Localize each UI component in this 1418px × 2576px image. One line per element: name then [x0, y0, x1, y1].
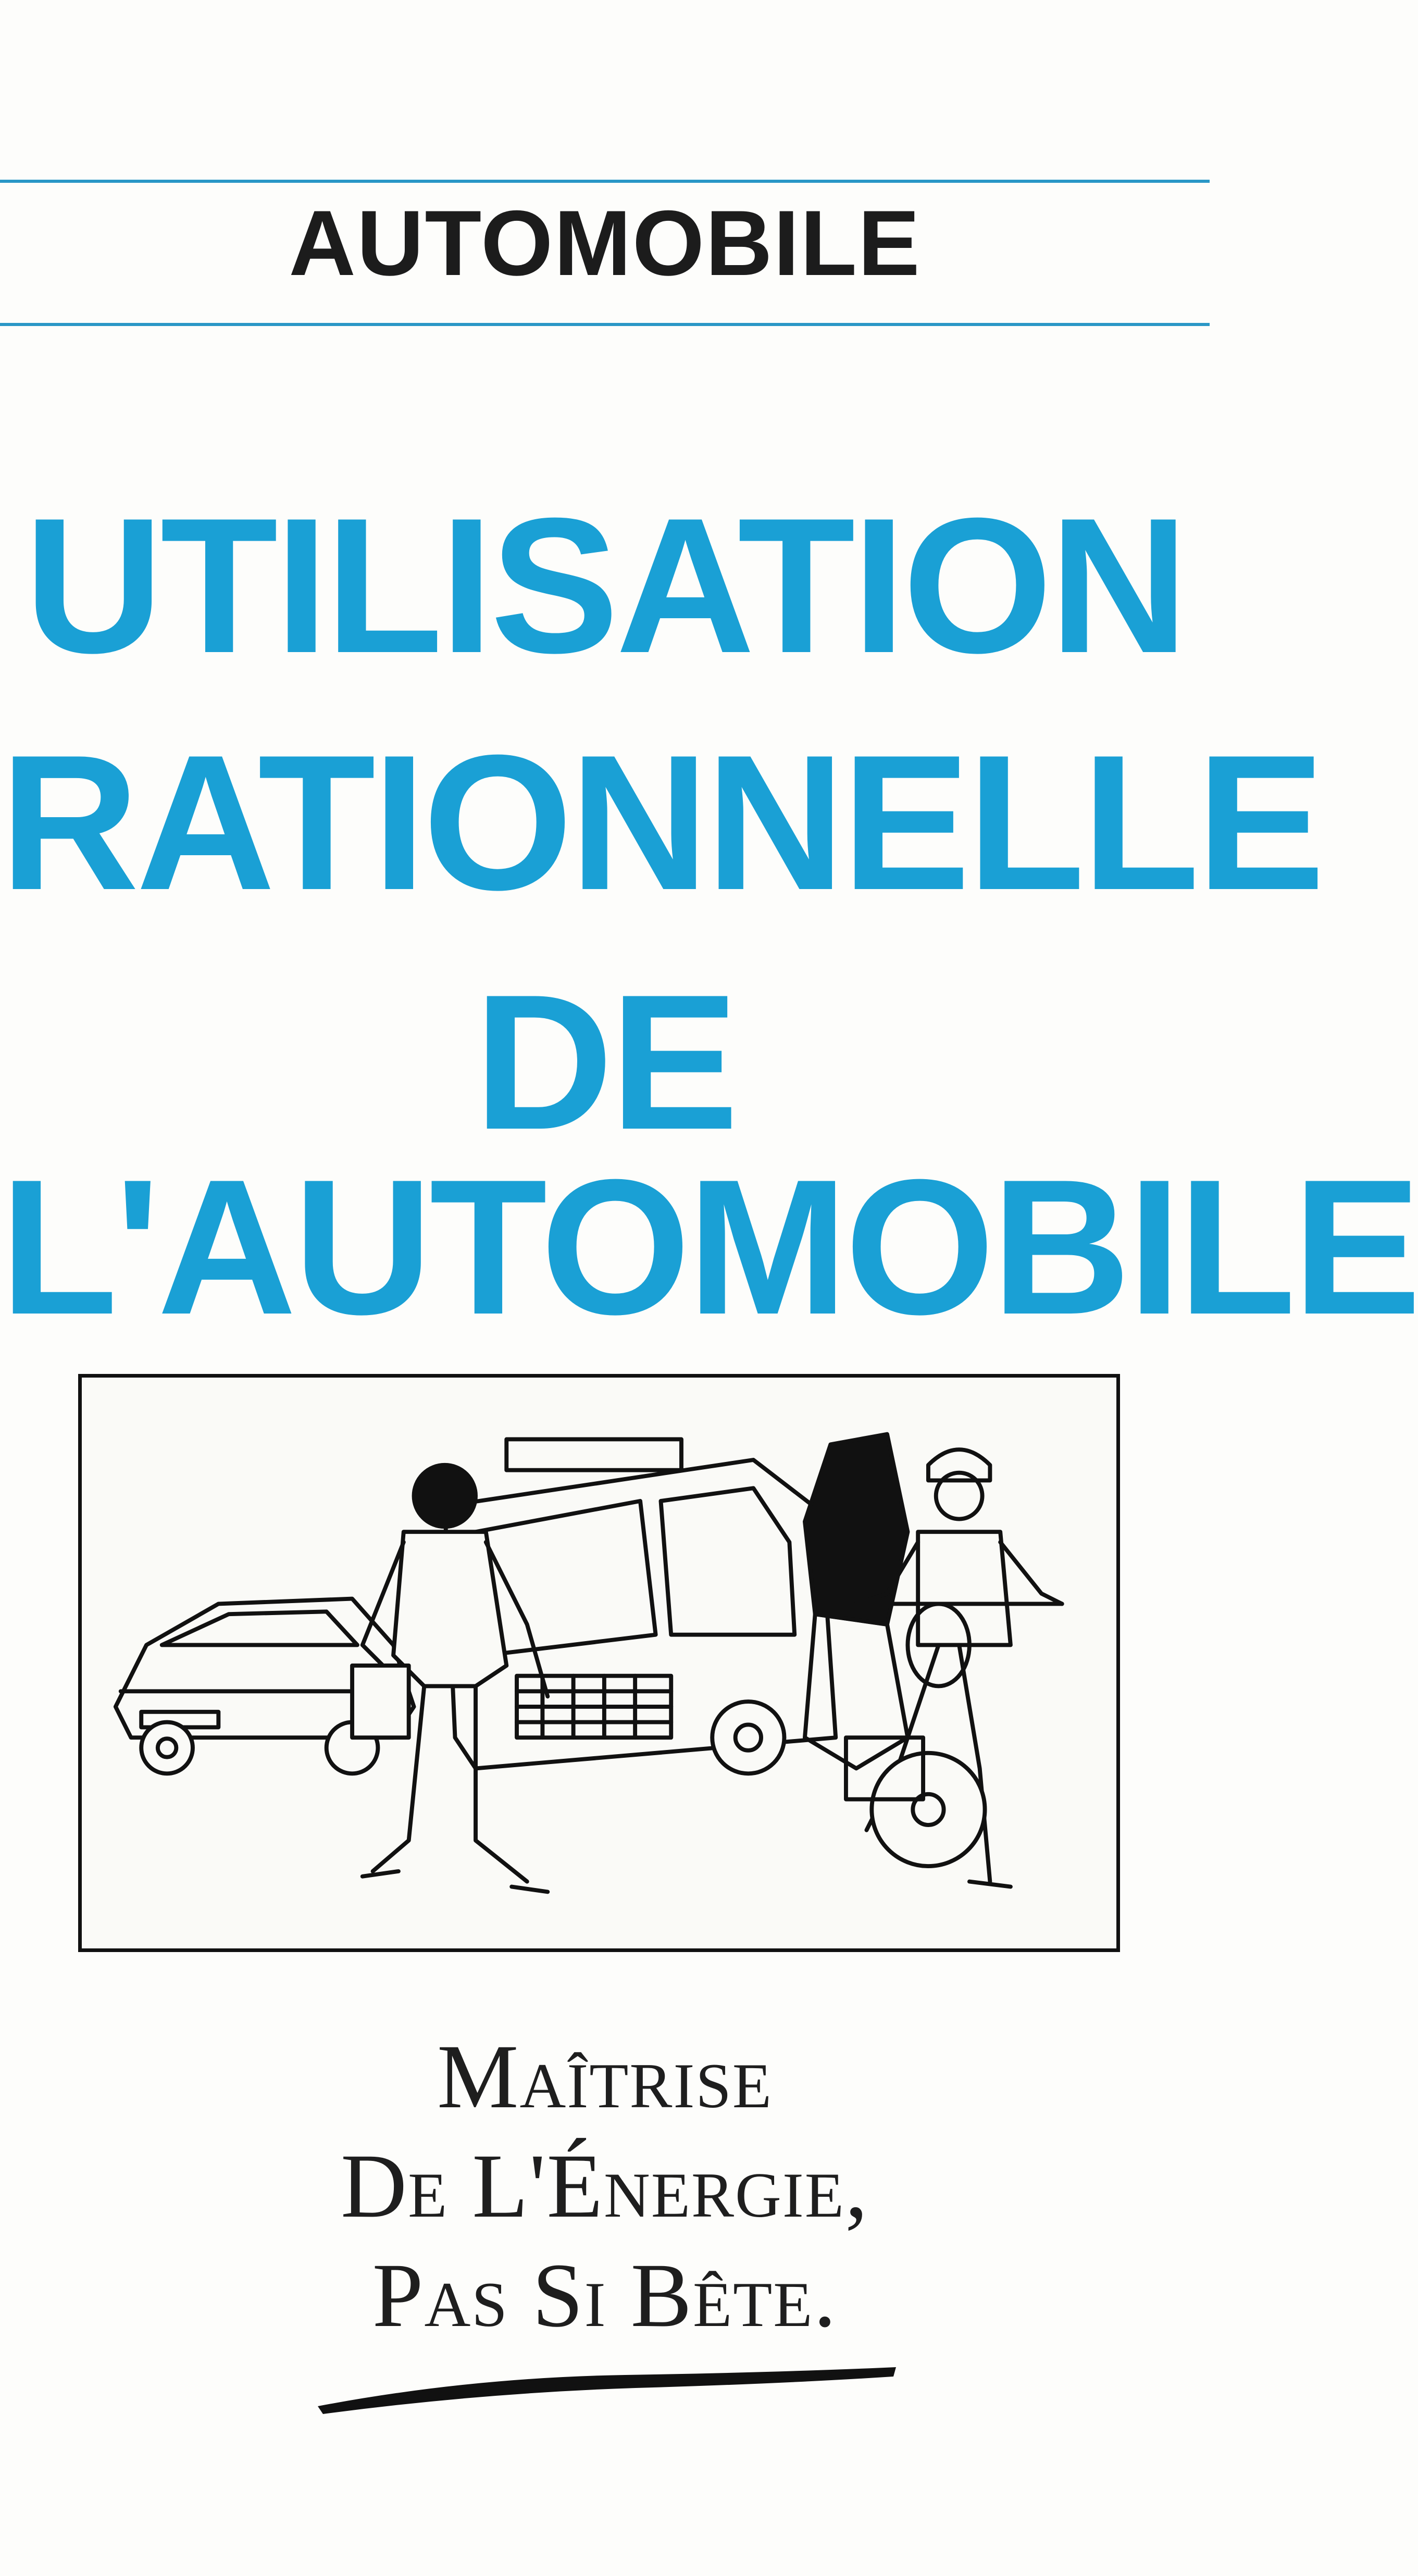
- title-line-3: DE: [474, 955, 736, 1170]
- bottom-rule: [0, 323, 1210, 326]
- slogan-line-1: Maîtrise: [437, 2026, 773, 2128]
- title-line-4: L'AUTOMOBILE: [0, 1140, 1418, 1355]
- van-drawing: [445, 1439, 836, 1773]
- traffic-illustration: [78, 1374, 1120, 1952]
- category-heading: AUTOMOBILE: [289, 191, 921, 295]
- passenger-drawing: [805, 1434, 907, 1769]
- title-line-2: RATIONNELLE: [0, 715, 1322, 930]
- top-rule: [0, 180, 1210, 183]
- brush-underline: [313, 2357, 901, 2419]
- slogan-line-2: De L'Énergie,: [341, 2135, 869, 2237]
- title-line-1: UTILISATION: [24, 478, 1186, 693]
- illustration-drawing: [82, 1378, 1116, 1948]
- slogan-line-3: Pas Si Bête.: [372, 2245, 838, 2346]
